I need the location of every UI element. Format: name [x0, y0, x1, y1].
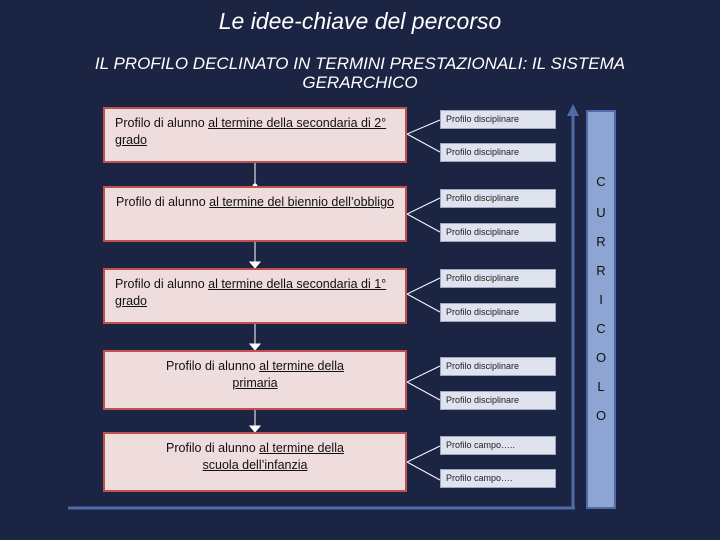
sub-box: Profilo disciplinare [440, 357, 556, 376]
sub-box: Profilo disciplinare [440, 110, 556, 129]
bracket [407, 278, 440, 312]
sub-box: Profilo disciplinare [440, 189, 556, 208]
sub-box: Profilo campo…. [440, 469, 556, 488]
profile-box-secondaria-2 [103, 107, 407, 163]
profile-box-biennio [103, 186, 407, 242]
curricolo-letter: O [595, 408, 607, 423]
curricolo-letter: I [599, 292, 603, 307]
sub-box: Profilo disciplinare [440, 391, 556, 410]
bracket [407, 446, 440, 480]
curricolo-letter: R [596, 234, 606, 249]
profile-underlined: al termine della scuola dell’infanzia [202, 441, 344, 472]
curricolo-letter: C [596, 321, 606, 336]
profile-prefix: Profilo di alunno [166, 441, 260, 455]
sub-box: Profilo disciplinare [440, 303, 556, 322]
sub-box: Profilo disciplinare [440, 223, 556, 242]
bracket [407, 198, 440, 232]
bracket [407, 366, 440, 400]
profile-underlined: al termine della secondaria di 2° grado [115, 116, 387, 147]
profile-box-primaria [103, 350, 407, 410]
bracket [407, 120, 440, 152]
curricolo-letter: C [596, 174, 606, 189]
curricolo-letter: L [597, 379, 605, 394]
sub-box: Profilo disciplinare [440, 269, 556, 288]
profile-prefix: Profilo di alunno [116, 195, 210, 209]
profile-underlined: al termine della primaria [232, 359, 344, 390]
profile-prefix: Profilo di alunno [115, 116, 209, 130]
page-title: Le idee-chiave del percorso [218, 8, 502, 34]
page-subtitle: IL PROFILO DECLINATO IN TERMINI PRESTAZIONALI: IL SISTEMA GERARCHICO [94, 54, 626, 92]
curricolo-bar [586, 110, 616, 509]
profile-prefix: Profilo di alunno [115, 277, 209, 291]
curricolo-letter: U [596, 205, 606, 220]
profile-box-infanzia [103, 432, 407, 492]
vertical-axis-arrowhead [567, 104, 579, 116]
profile-box-secondaria-1 [103, 268, 407, 324]
curricolo-letter: O [595, 350, 607, 365]
sub-box: Profilo campo….. [440, 436, 556, 455]
profile-underlined: al termine della secondaria di 1° grado [115, 277, 387, 308]
profile-prefix: Profilo di alunno [166, 359, 260, 373]
sub-box: Profilo disciplinare [440, 143, 556, 162]
curricolo-letter: R [596, 263, 606, 278]
profile-underlined: al termine del biennio dell’obbligo [209, 195, 394, 209]
